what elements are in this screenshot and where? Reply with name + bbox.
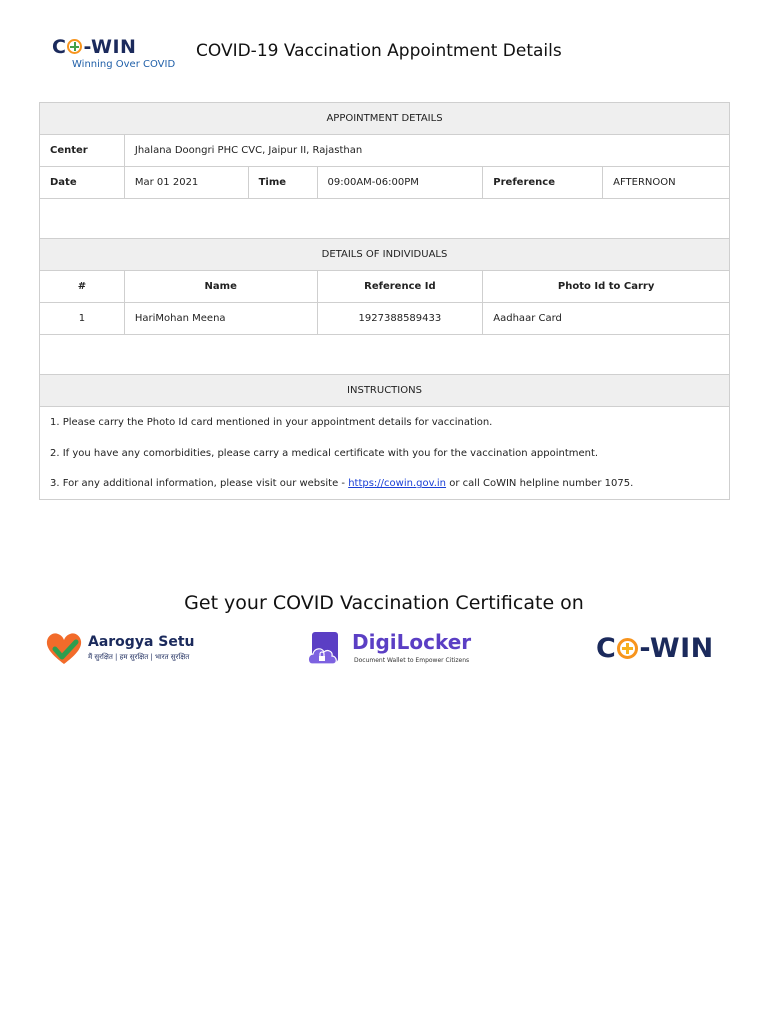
instruction-item-2: 2. If you have any comorbidities, please carry a medical certificate with you for the vaccination appointment. <box>40 438 730 469</box>
instruction-item-3-helpline: or call CoWIN helpline number 1075. <box>446 478 634 490</box>
instruction-item-3 <box>40 469 730 500</box>
cowin-footer-suffix: -WIN <box>639 633 714 664</box>
logo-suffix: -WIN <box>83 36 137 58</box>
instructions-heading: INSTRUCTIONS <box>40 375 730 407</box>
row-photo-id: Aadhaar Card <box>483 303 730 335</box>
column-header-photo-id: Photo Id to Carry <box>483 271 730 303</box>
table-row <box>40 303 730 335</box>
instruction-item-3-text: 3. For any additional information, please visit our website - <box>50 478 349 490</box>
cowin-website-link[interactable]: https://cowin.gov.in <box>348 478 447 490</box>
digilocker-tagline: Document Wallet to Empower Citizens <box>354 657 470 664</box>
certificate-heading: Get your COVID Vaccination Certificate on <box>184 592 584 614</box>
digilocker-logo <box>308 630 472 670</box>
aarogya-setu-logo <box>46 630 196 670</box>
spacer-row <box>40 199 730 239</box>
digilocker-name: DigiLocker <box>352 630 472 654</box>
center-value: Jhalana Doongri PHC CVC, Jaipur II, Rajasthan <box>124 135 729 167</box>
date-label: Date <box>40 167 125 199</box>
cowin-footer-logo <box>596 630 726 670</box>
cloud-lock-icon <box>308 632 346 666</box>
logo-letter: C <box>52 36 67 58</box>
center-label: Center <box>40 135 125 167</box>
cowin-tagline: Winning Over COVID <box>72 59 176 70</box>
column-header-reference-id: Reference Id <box>317 271 483 303</box>
individuals-heading: DETAILS OF INDIVIDUALS <box>40 239 730 271</box>
preference-value: AFTERNOON <box>603 167 730 199</box>
vaccine-plus-icon <box>67 39 82 54</box>
appointment-details-heading: APPOINTMENT DETAILS <box>40 103 730 135</box>
column-header-number: # <box>40 271 125 303</box>
cowin-footer-letter: C <box>596 633 617 664</box>
row-number: 1 <box>40 303 125 335</box>
cowin-footer-wordmark <box>596 632 714 666</box>
row-reference-id: 1927388589433 <box>317 303 483 335</box>
vaccine-plus-icon <box>617 638 638 659</box>
time-label: Time <box>248 167 317 199</box>
aarogya-setu-name: Aarogya Setu <box>88 634 195 650</box>
page-header <box>52 36 732 76</box>
column-header-name: Name <box>124 271 317 303</box>
date-value: Mar 01 2021 <box>124 167 248 199</box>
preference-label: Preference <box>483 167 603 199</box>
row-name: HariMohan Meena <box>124 303 317 335</box>
instruction-item-1: 1. Please carry the Photo Id card mentioned in your appointment details for vaccination. <box>40 407 730 438</box>
spacer-row <box>40 335 730 375</box>
heart-check-icon <box>46 632 82 666</box>
time-value: 09:00AM-06:00PM <box>317 167 483 199</box>
page-title: COVID-19 Vaccination Appointment Details <box>196 41 562 61</box>
aarogya-setu-tagline: मैं सुरक्षित | हम सुरक्षित | भारत सुरक्षित <box>88 653 190 661</box>
appointment-table <box>39 102 730 500</box>
cowin-logo <box>52 36 182 76</box>
cowin-logo-wordmark <box>52 36 136 58</box>
